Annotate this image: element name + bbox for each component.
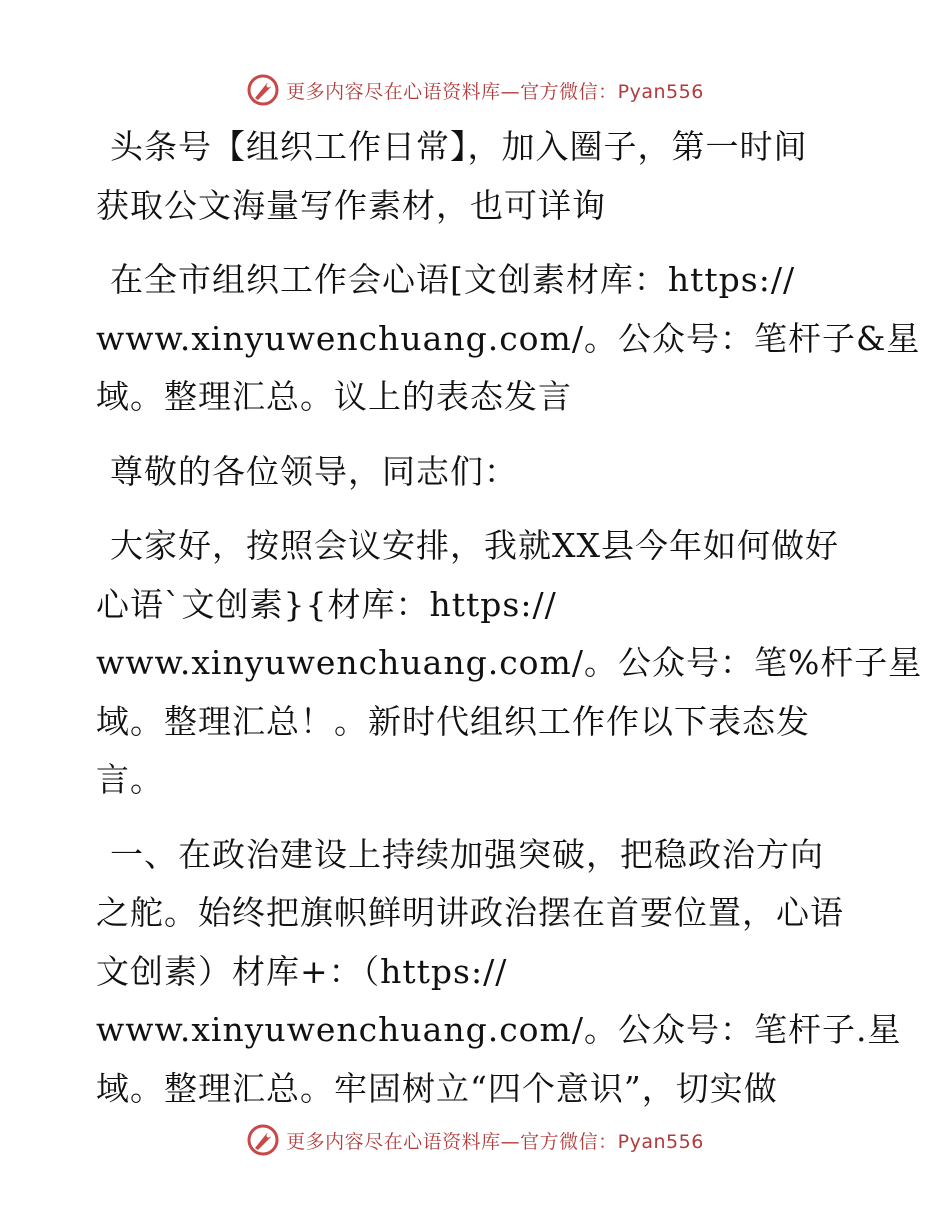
pen-nib-logo-icon — [246, 73, 280, 107]
watermark-footer — [0, 1120, 950, 1160]
text-line: 文创素）材库+：（https:// — [96, 951, 508, 991]
paragraph — [96, 118, 866, 235]
text-line: 头条号【组织工作日常】，加入圈子，第一时间 — [110, 127, 808, 166]
text-line: 大家好，按照会议安排，我就XX县今年如何做好 — [110, 526, 839, 565]
watermark-text: 更多内容尽在心语资料库—官方微信：Pyan556 — [286, 80, 704, 103]
text-line: www.xinyuwenchuang.com/。公众号：笔杆子&星 — [96, 318, 921, 358]
paragraph — [96, 517, 923, 810]
text-line: 尊敬的各位领导，同志们： — [110, 451, 518, 491]
paragraph — [96, 251, 921, 427]
text-line: 域。整理汇总。牢固树立“四个意识”，切实做 — [96, 1068, 778, 1108]
text-line: 一、在政治建设上持续加强突破，把稳政治方向 — [110, 834, 824, 874]
document-body — [96, 118, 923, 1118]
text-line: 言。 — [96, 760, 164, 799]
paragraph — [96, 826, 902, 1119]
text-line: 获取公文海量写作素材，也可详询 — [96, 185, 606, 225]
text-line: 心语`文创素}{材库：https:// — [96, 584, 557, 624]
text-line: 域。整理汇总。议上的表态发言 — [96, 377, 572, 416]
text-line: 在全市组织工作会心语[文创素材库：https:// — [110, 260, 796, 299]
watermark-header — [0, 70, 950, 110]
text-line: www.xinyuwenchuang.com/。公众号：笔杆子.星 — [96, 1010, 902, 1049]
text-line: 域。整理汇总！。新时代组织工作作以下表态发 — [96, 701, 810, 741]
watermark-text: 更多内容尽在心语资料库—官方微信：Pyan556 — [286, 1130, 704, 1153]
text-line: www.xinyuwenchuang.com/。公众号：笔%杆子星 — [96, 643, 923, 682]
text-line: 之舵。始终把旗帜鲜明讲政治摆在首要位置，心语 — [96, 893, 844, 932]
paragraph — [96, 443, 866, 502]
pen-nib-logo-icon — [246, 1123, 280, 1157]
